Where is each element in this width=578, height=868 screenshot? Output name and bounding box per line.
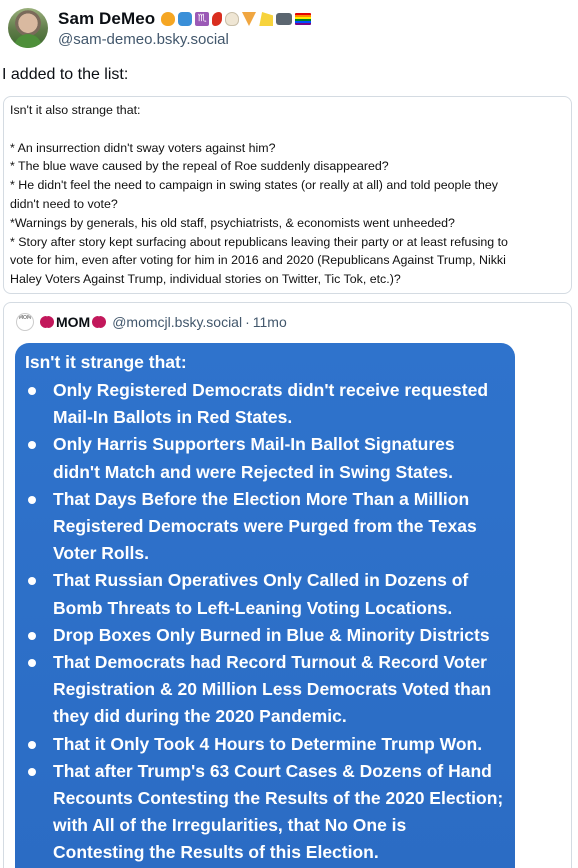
quote-line: * He didn't feel the need to campaign in swing states (or really at all) and told people they [10,178,498,193]
image-bullet-list [25,377,505,867]
image-bullet-line: That Democrats had Record Turnout & Record Voter [53,652,487,673]
quote-line: * Story after story kept surfacing about republicans leaving their party or at least refusing to [10,234,508,249]
image-title: Isn't it strange that: [25,352,187,372]
embedded-display-name[interactable]: MOM [56,314,91,330]
image-bullet-line: Contesting the Results of this Election. [53,842,379,863]
author-handle[interactable]: @sam-demeo.bsky.social [58,31,229,48]
image-bullet-line: with All of the Irregularities, that No One is [53,815,407,836]
image-bullet-item [25,622,505,649]
image-bullet-line: Mail-In Ballots in Red States. [53,407,293,428]
image-bullet-item [25,567,505,621]
quote-line: Haley Voters Against Trump, individual stories on Twitter, Tic Tok, etc.)? [10,272,401,287]
post-text: I added to the list: [2,66,129,83]
quote-line: * An insurrection didn't sway voters against him? [10,140,276,155]
image-bullet-line: That Russian Operatives Only Called in Dozens of [53,570,469,591]
image-bullet-line: Voter Rolls. [53,543,149,564]
embedded-handle[interactable]: @momcjl.bsky.social [112,314,243,330]
separator-dot: · [245,314,250,330]
image-bullet-line: Registered Democrats were Purged from the Texas [53,516,477,537]
cat-icon [161,12,175,26]
image-bullet-item [25,649,505,731]
embedded-post-card[interactable] [3,302,572,868]
embedded-avatar[interactable]: MOM [16,313,34,331]
image-bullet-line: Registration & 20 Million Less Democrats Voted than [53,679,492,700]
image-bullet-item [25,486,505,568]
image-bullet-line: Recounts Contesting the Results of the 2020 Election; [53,788,504,809]
embedded-image[interactable] [15,343,515,868]
pizza-icon [242,12,256,26]
cheese-icon [259,12,273,26]
quote-line: vote for him, even after voting for him in 2016 and 2020 (Republicans Against Trump, Nikki [10,253,506,268]
image-bullet-line: That after Trump's 63 Court Cases & Dozens of Hand [53,760,492,781]
image-bullet-line: That Days Before the Election More Than a Million [53,488,470,509]
image-bullet-line: Drop Boxes Only Burned in Blue & Minority Districts [53,624,490,645]
name-emoji-list [161,12,311,26]
image-bullet-line: Bomb Threats to Left-Leaning Voting Locations. [53,597,453,618]
quoted-text-card [3,96,572,294]
avatar[interactable] [8,8,48,48]
embedded-timestamp[interactable]: 11mo [252,314,287,330]
image-bullet-item [25,377,505,431]
garlic-icon [225,12,239,26]
quote-line: * The blue wave caused by the repeal of Roe suddenly disappeared? [10,159,389,174]
image-bullet-item [25,758,505,867]
embedded-post-header [16,312,287,332]
butterfly-icon [40,316,54,328]
image-bullet-line: didn't Match and were Rejected in Swing States. [53,461,453,482]
camera-icon [276,13,292,25]
quote-line: didn't need to vote? [10,196,118,211]
author-display-name[interactable]: Sam DeMeo [58,9,156,28]
rainbow-flag-icon [295,13,311,25]
wave-icon [178,12,192,26]
pepper-icon [212,12,222,26]
image-bullet-line: Only Registered Democrats didn't receive requested [53,380,489,400]
scorpio-icon: ♏ [195,12,209,26]
image-bullet-line: That it Only Took 4 Hours to Determine Trump Won. [53,733,483,754]
quote-line: *Warnings by generals, his old staff, psychiatrists, & economists went unheeded? [10,215,455,230]
image-bullet-item [25,431,505,485]
butterfly-icon [92,316,106,328]
post-author-row [4,6,574,52]
quote-line: Isn't it also strange that: [10,103,141,117]
image-bullet-line: they did during the 2020 Pandemic. [53,706,347,727]
image-bullet-item [25,731,505,758]
image-bullet-line: Only Harris Supporters Mail-In Ballot Signatures [53,434,455,455]
author-name-row [58,8,311,30]
